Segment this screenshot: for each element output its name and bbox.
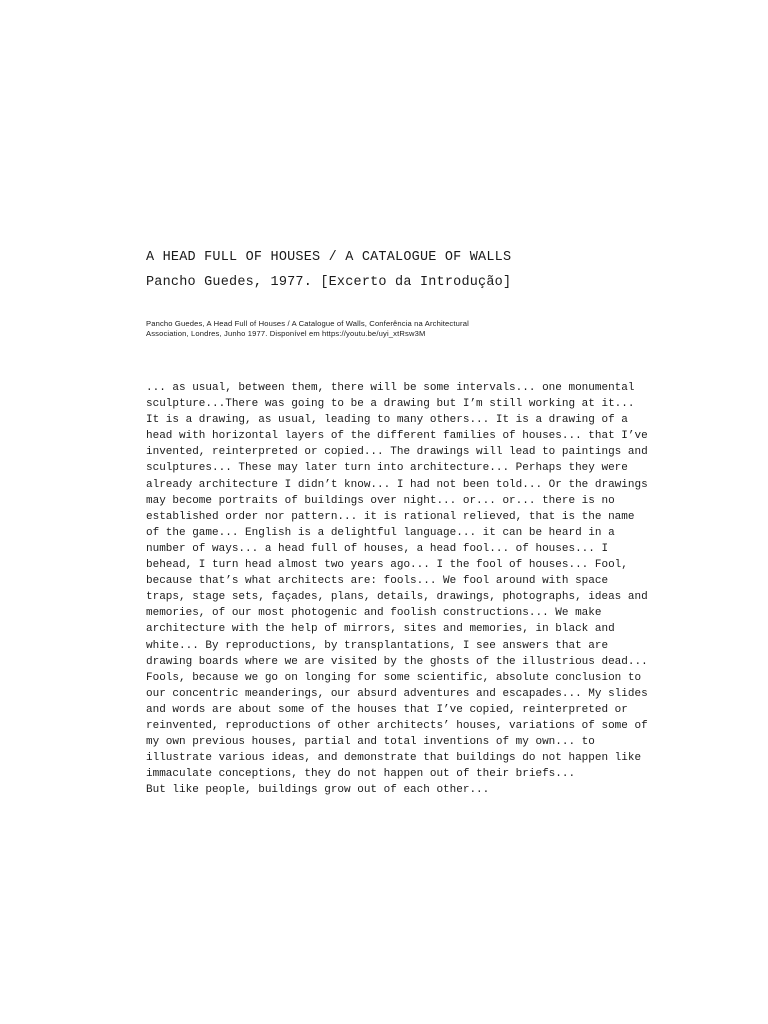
excerpt-line: of the game... English is a delightful language... it can be heard in a [146,526,615,539]
source-reference-line: Pancho Guedes, A Head Full of Houses / A Catalogue of Walls, Conferência na Architectural [146,319,469,328]
excerpt-line: and words are about some of the houses that I’ve copied, reinterpreted or [146,703,628,716]
excerpt-line: may become portraits of buildings over night... or... or... there is no [146,494,615,507]
excerpt-line: head with horizontal layers of the different families of houses... that I’ve [146,430,648,443]
excerpt-line: reinvented, reproductions of other architects’ houses, variations of some of [146,719,648,732]
excerpt-line: traps, stage sets, façades, plans, details, drawings, photographs, ideas and [146,591,648,604]
excerpt-line: already architecture I didn’t know... I had not been told... Or the drawings [146,478,648,491]
excerpt-line: ... as usual, between them, there will be some intervals... one monumental [146,382,635,394]
excerpt-line: It is a drawing, as usual, leading to many others... It is a drawing of a [146,414,628,427]
excerpt-line: our concentric meanderings, our absurd adventures and escapades... My slides [146,687,648,700]
excerpt-line: illustrate various ideas, and demonstrate that buildings do not happen like [146,752,642,765]
excerpt-line: sculptures... These may later turn into architecture... Perhaps they were [146,462,628,475]
excerpt-line: behead, I turn head almost two years ago... I the fool of houses... Fool, [146,559,628,572]
source-reference-line: Association, Londres, Junho 1977. Disponível em https://youtu.be/uyi_xtRsw3M [146,329,426,338]
document-title: A HEAD FULL OF HOUSES / A CATALOGUE OF WALLS [146,250,512,265]
excerpt-line: drawing boards where we are visited by the ghosts of the illustrious dead... [146,655,648,668]
excerpt-line: number of ways... a head full of houses, a head fool... of houses... I [146,542,609,555]
source-reference [146,319,616,339]
excerpt-line: invented, reinterpreted or copied... The drawings will lead to paintings and [146,446,648,459]
excerpt-line: Fools, because we go on longing for some scientific, absolute conclusion to [146,671,642,684]
excerpt-line: immaculate conceptions, they do not happen out of their briefs... [146,768,576,781]
excerpt-line: established order nor pattern... it is rational relieved, that is the name [146,510,635,523]
excerpt-line: because that’s what architects are: fools... We fool around with space [146,575,609,588]
document-subtitle: Pancho Guedes, 1977. [Excerto da Introdução] [146,275,512,290]
excerpt-line: my own previous houses, partial and total inventions of my own... to [146,736,595,749]
excerpt-body [146,380,648,798]
excerpt-line: But like people, buildings grow out of each other... [146,784,490,797]
excerpt-line: sculpture...There was going to be a drawing but I’m still working at it... [146,398,635,411]
excerpt-line: architecture with the help of mirrors, sites and memories, in black and [146,623,615,636]
excerpt-line: memories, of our most photogenic and foolish constructions... We make [146,607,602,620]
excerpt-line: white... By reproductions, by transplantations, I see answers that are [146,639,609,652]
